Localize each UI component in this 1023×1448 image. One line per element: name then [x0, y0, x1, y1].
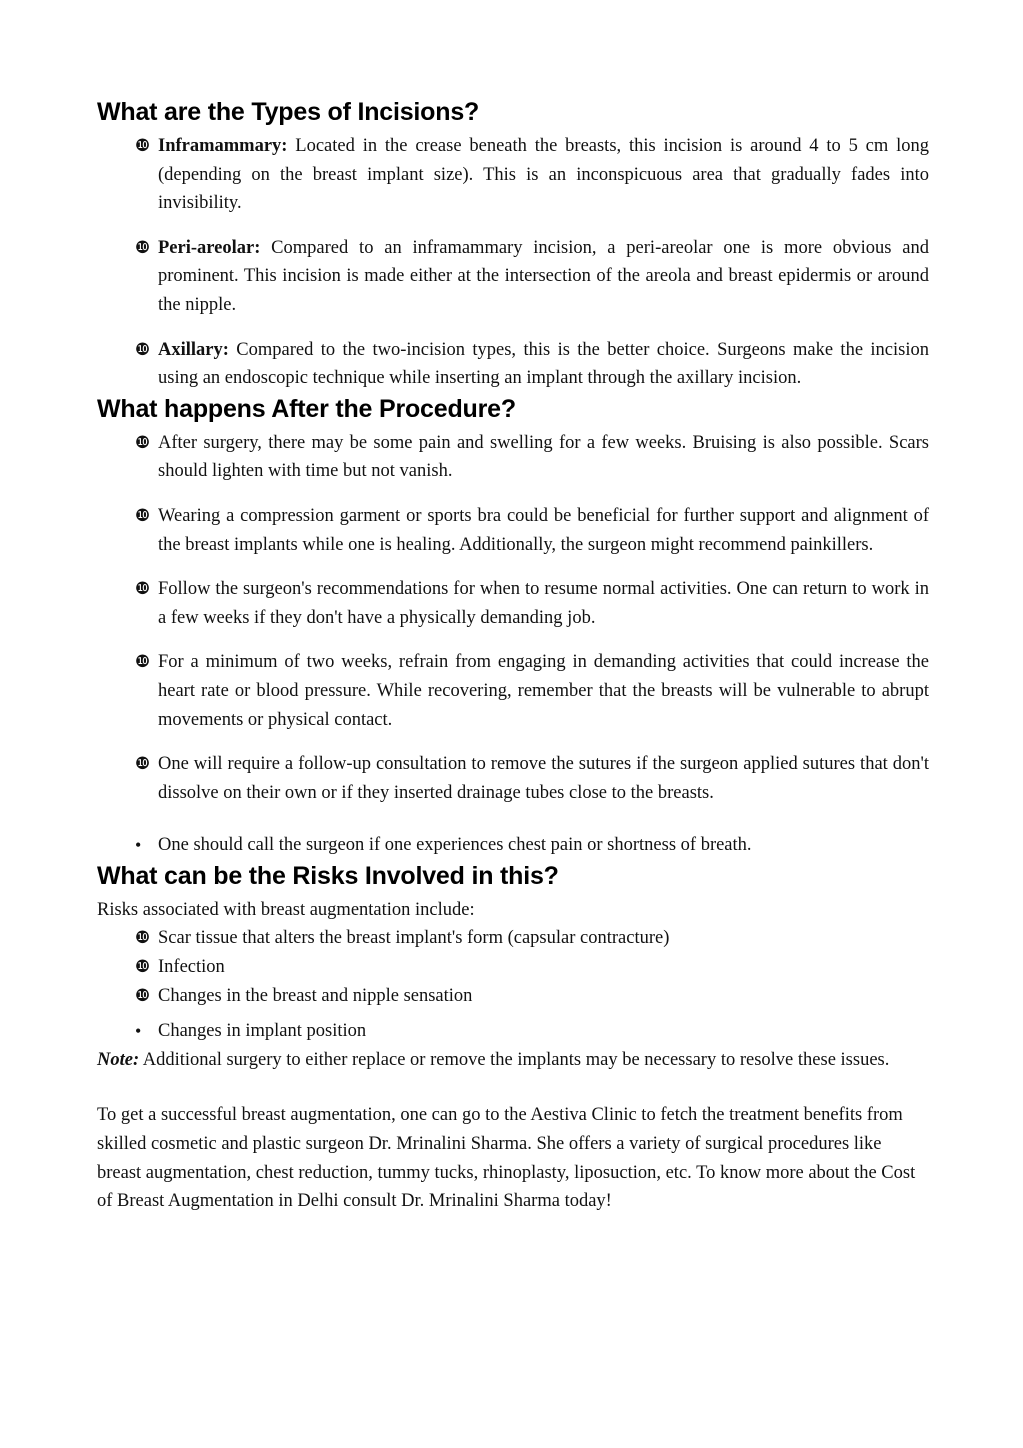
list-item	[97, 234, 929, 320]
risks-list	[97, 924, 929, 1045]
item-text: Scar tissue that alters the breast implant's form (capsular contracture)	[158, 928, 670, 949]
list-marker-icon: ❿	[135, 339, 151, 360]
item-text: One will require a follow-up consultation to remove the sutures if the surgeon applied sutures that don't dissolve on their own or if they inserted drainage tubes close to the breasts.	[158, 754, 929, 803]
note-label: Note:	[97, 1049, 140, 1070]
item-term: Peri-areolar:	[158, 237, 261, 258]
list-item	[97, 831, 929, 860]
item-text: Compared to an inframammary incision, a peri-areolar one is more obvious and prominent. This incision is made either at the intersection of the areola and breast epidermis or around the nipple.	[158, 237, 929, 315]
heading-after-procedure: What happens After the Procedure?	[97, 394, 516, 423]
heading-risks: What can be the Risks Involved in this?	[97, 861, 559, 890]
note-paragraph	[97, 1046, 929, 1075]
list-marker-icon: ❿	[135, 432, 151, 453]
list-item	[97, 750, 929, 807]
list-item	[97, 429, 929, 486]
item-text: Follow the surgeon's recommendations for when to resume normal activities. One can return to work in a few weeks if they don't have a physically demanding job.	[158, 579, 929, 628]
item-text: Wearing a compression garment or sports bra could be beneficial for further support and alignment of the breast implants while one is healing. Additionally, the surgeon might recommend painkillers.	[158, 505, 929, 555]
item-term: Axillary:	[158, 339, 229, 360]
list-marker-icon: ❿	[135, 136, 151, 156]
list-marker-icon: ❿	[135, 652, 151, 673]
list-marker-icon: ❿	[135, 985, 151, 1006]
item-text: One should call the surgeon if one experiences chest pain or shortness of breath.	[158, 835, 752, 856]
risks-intro: Risks associated with breast augmentation include:	[97, 899, 475, 920]
item-text: After surgery, there may be some pain and swelling for a few weeks. Bruising is also possible. Scars should lighten with time but not vanish.	[158, 432, 929, 482]
list-item	[97, 1017, 929, 1046]
item-text: Changes in the breast and nipple sensation	[158, 985, 473, 1006]
list-item	[97, 575, 929, 632]
item-text: Located in the crease beneath the breasts, this incision is around 4 to 5 cm long (depending on the breast implant size). This is an inconspicuous area that gradually fades into invisibility.	[158, 136, 929, 214]
bullet-icon: •	[135, 1021, 142, 1042]
item-text: Changes in implant position	[158, 1021, 367, 1042]
list-marker-icon: ❿	[135, 957, 151, 978]
item-text: Infection	[158, 957, 225, 978]
document-page	[97, 96, 929, 1216]
item-text: For a minimum of two weeks, refrain from engaging in demanding activities that could increase the heart rate or blood pressure. While recovering, remember that the breasts will be vulnerable to abrupt movements or physical contact.	[158, 652, 929, 730]
closing-paragraph: To get a successful breast augmentation, one can go to the Aestiva Clinic to fetch the treatment benefits from skilled cosmetic and plastic surgeon Dr. Mrinalini Sharma. She offers a variety of surgical procedures like breast augmentation, chest reduction, tummy tucks, rhinoplasty, liposuction, etc. To know more about the Cost of Breast Augmentation in Delhi consult Dr. Mrinalini Sharma today!	[97, 1105, 916, 1212]
list-item	[97, 924, 929, 953]
after-procedure-list	[97, 429, 929, 860]
list-item	[97, 132, 929, 218]
list-marker-icon: ❿	[135, 237, 151, 258]
list-item	[97, 982, 929, 1011]
item-term: Inframammary:	[158, 136, 288, 156]
incision-types-list	[97, 132, 929, 393]
list-marker-icon: ❿	[135, 754, 151, 775]
list-item	[97, 336, 929, 393]
list-marker-icon: ❿	[135, 505, 151, 526]
list-item	[97, 502, 929, 559]
list-item	[97, 953, 929, 982]
list-marker-icon: ❿	[135, 579, 151, 600]
bullet-icon: •	[135, 835, 142, 856]
list-item	[97, 648, 929, 734]
note-text: Additional surgery to either replace or remove the implants may be necessary to resolve these issues.	[139, 1049, 890, 1070]
heading-incision-types: What are the Types of Incisions?	[97, 98, 480, 126]
item-text: Compared to the two-incision types, this is the better choice. Surgeons make the incision using an endoscopic technique while inserting an implant through the axillary incision.	[158, 339, 929, 389]
list-marker-icon: ❿	[135, 928, 151, 949]
